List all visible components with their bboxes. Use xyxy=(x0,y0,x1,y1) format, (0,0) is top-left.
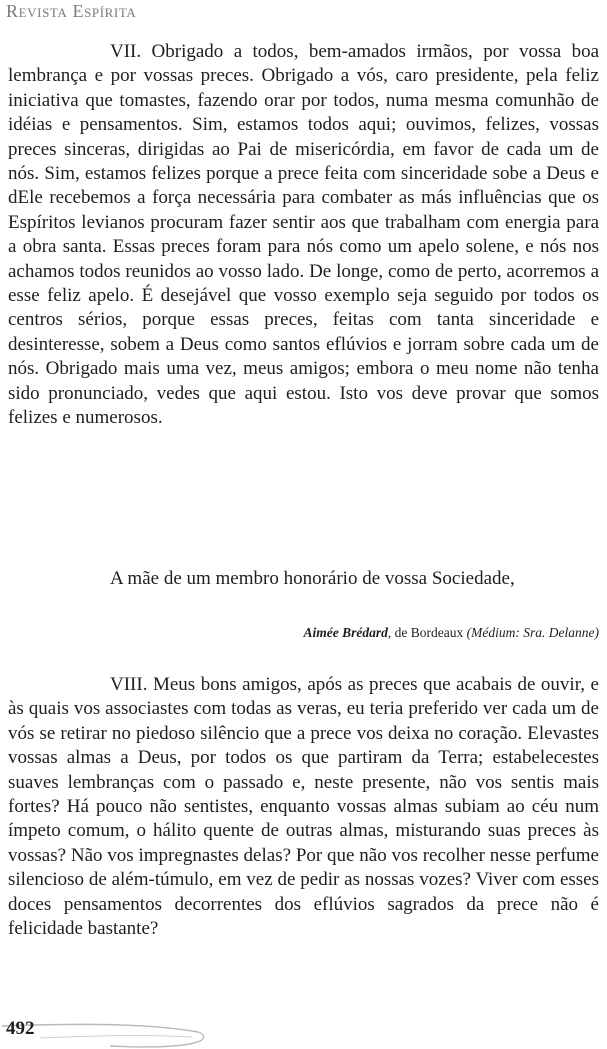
page-number: 492 xyxy=(6,1018,35,1039)
medium-note: (Médium: Sra. Delanne) xyxy=(466,625,599,640)
attribution xyxy=(304,624,599,642)
author-name: Aimée Brédard xyxy=(303,625,388,640)
paragraph-viii: VIII. Meus bons amigos, após as preces que acabais de ouvir, e às quais vos associastes com todas as veras, eu teria preferido ver cada um de vós se retirar no piedoso silêncio que a prece vos deixa no coração. Elevastes vossas almas a Deus, por todos os que partiram da Terra; estabelecestes suaves lembranças com o passado e, neste presente, não vos sentis mais fortes? Há pouco não sentistes, enquanto vossas almas subiam ao céu num ímpeto comum, o hálito quente de outras almas, misturando suas preces às vossas? Não vos impregnastes delas? Por que não vos recolher nesse perfume silencioso de além-túmulo, em vez de pedir as nossas vozes? Viver com esses doces pensamentos decorrentes dos eflúvios sagrados da prece não é felicidade bastante? xyxy=(8,674,599,940)
author-place: , de Bordeaux xyxy=(387,625,467,640)
paragraph-vii: VII. Obrigado a todos, bem-amados irmãos, por vossa boa lembrança e por vossas preces. Obrigado a vós, caro presidente, pela feliz iniciativa que tomastes, fazendo orar por todos, numa mesma comunhão de idéias e pensamentos. Sim, estamos todos aqui; ouvimos, felizes, vossas preces sinceras, dirigidas ao Pai de misericórdia, em favor de cada um de nós. Sim, estamos felizes porque a prece feita com sinceridade sobe a Deus e dEle recebemos a força necessária para combater as más influências que os Espíritos levianos procuram fazer sentir aos que trabalham com energia para a obra santa. Essas preces foram para nós como um apelo solene, e nós nos achamos todos reunidos ao vosso lado. De longe, como de perto, acorremos a esse feliz apelo. É desejável que vosso exemplo seja seguido por todos os centros sérios, porque essas preces, feitas com tanta sinceridade e desinteresse, sobem a Deus como santos eflúvios e jorram sobre cada um de nós. Obrigado mais uma vez, meus amigos; embora o meu nome não tenha sido pronunciado, vedes que aqui estou. Isto vos deve provar que somos felizes e numerosos. xyxy=(8,41,599,429)
signature-line: A mãe de um membro honorário de vossa Sociedade, xyxy=(110,568,515,589)
running-header: Revista Espírita xyxy=(6,1,137,21)
